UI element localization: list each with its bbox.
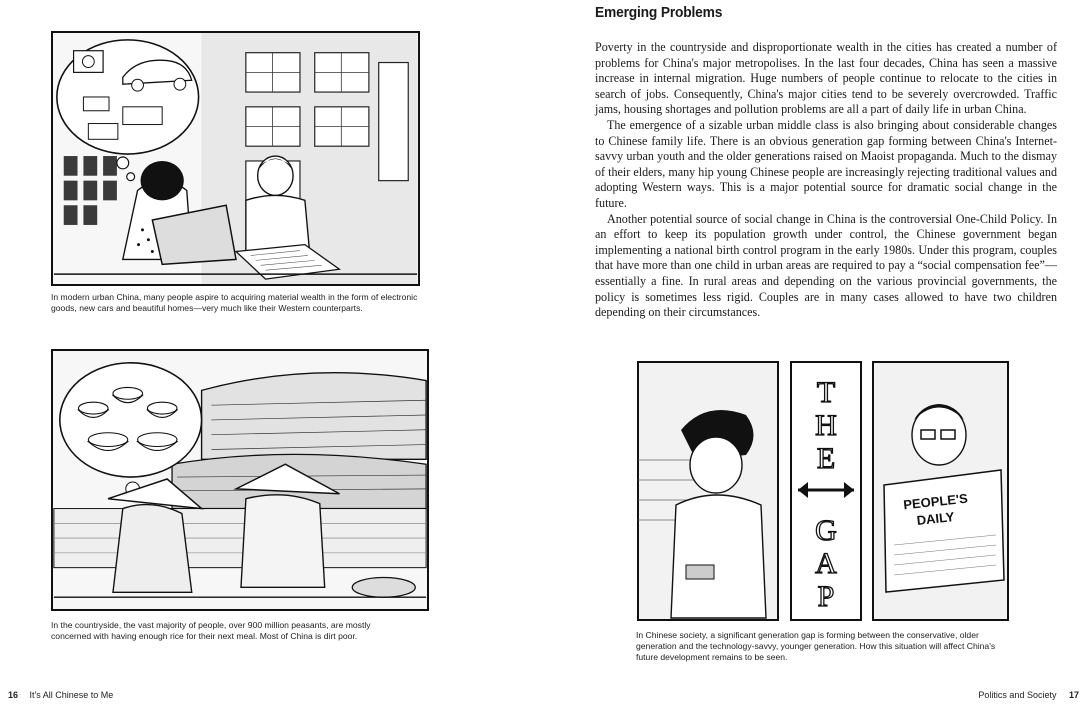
gap-letter-g: G xyxy=(815,514,837,547)
newspaper xyxy=(884,470,1004,592)
paragraph-3: Another potential source of social change in China is the controversial One-Child Policy. In an effort to keep its population growth under control, the Chinese government began implementing a national birth control program in the early 1980s. Under this program, couples that have more than one child in urban areas are required to pay a “social compensation fee”—essentially a fine. In rural areas and depending on the various provincial governments, the policy is sometimes less rigid. Couples are in many cases allowed to have two children depending on their circumstances. xyxy=(595,211,1057,320)
figure2-caption: In the countryside, the vast majority of people, over 900 million peasants, are mostly concerned with having enough rice for their next meal. Most of China is dirt poor. xyxy=(51,620,371,641)
paragraph-2: The emergence of a sizable urban middle class is also bringing about considerable changes to Chinese family life. There is an obvious generation gap forming between China's Internet-savvy urban youth and the older generations raised on Maoist propaganda. Much to the dismay of their elders, many hip young Chinese people are increasingly rejecting traditional values and adopting Western ways. This is a major potential source for dramatic social change in the future. xyxy=(595,117,1057,210)
body-text xyxy=(595,40,1057,321)
book-title: It's All Chinese to Me xyxy=(29,690,114,700)
urban-illustration xyxy=(51,31,420,286)
rural-scene-drawing xyxy=(53,351,427,609)
generation-gap-illustration xyxy=(636,360,1010,624)
gap-letter-p: P xyxy=(817,580,835,613)
right-footer xyxy=(978,690,1079,700)
section-heading: Emerging Problems xyxy=(595,4,723,21)
paragraph-1: Poverty in the countryside and disproportionate wealth in the cities has created a number of problems for China's major metropolises. In the last four decades, China has seen a massive increase in internal migration. Huge numbers of people continue to relocate to the cities in search of jobs. Consequently, China's major cities tend to be severely overcrowded. Traffic jams, housing shortages and pollution problems are all a part of daily life in urban China. xyxy=(595,40,1057,117)
left-page-number: 16 xyxy=(8,690,19,700)
masthead-line-1: PEOPLE'S xyxy=(902,490,969,513)
right-page-number: 17 xyxy=(1068,690,1079,700)
left-footer xyxy=(8,690,113,700)
gap-letter-h: H xyxy=(815,409,837,442)
rural-illustration xyxy=(51,349,429,611)
generation-gap-drawing xyxy=(636,360,1010,624)
section-title: Politics and Society xyxy=(978,690,1057,700)
urban-scene-drawing xyxy=(53,33,418,284)
gap-letter-e: E xyxy=(816,442,836,475)
figure3-caption: In Chinese society, a significant generation gap is forming between the conservative, older generation and the technology-savvy, younger generation. How this situation will affect China's future development remains to be seen. xyxy=(636,630,996,662)
gap-letter-a: A xyxy=(815,547,837,580)
masthead-line-2: DAILY xyxy=(915,509,956,528)
figure1-caption: In modern urban China, many people aspire to acquiring material wealth in the form of electronic goods, new cars and beautiful homes—very much like their Western counterparts. xyxy=(51,292,418,313)
gap-letter-t: T xyxy=(816,376,836,409)
